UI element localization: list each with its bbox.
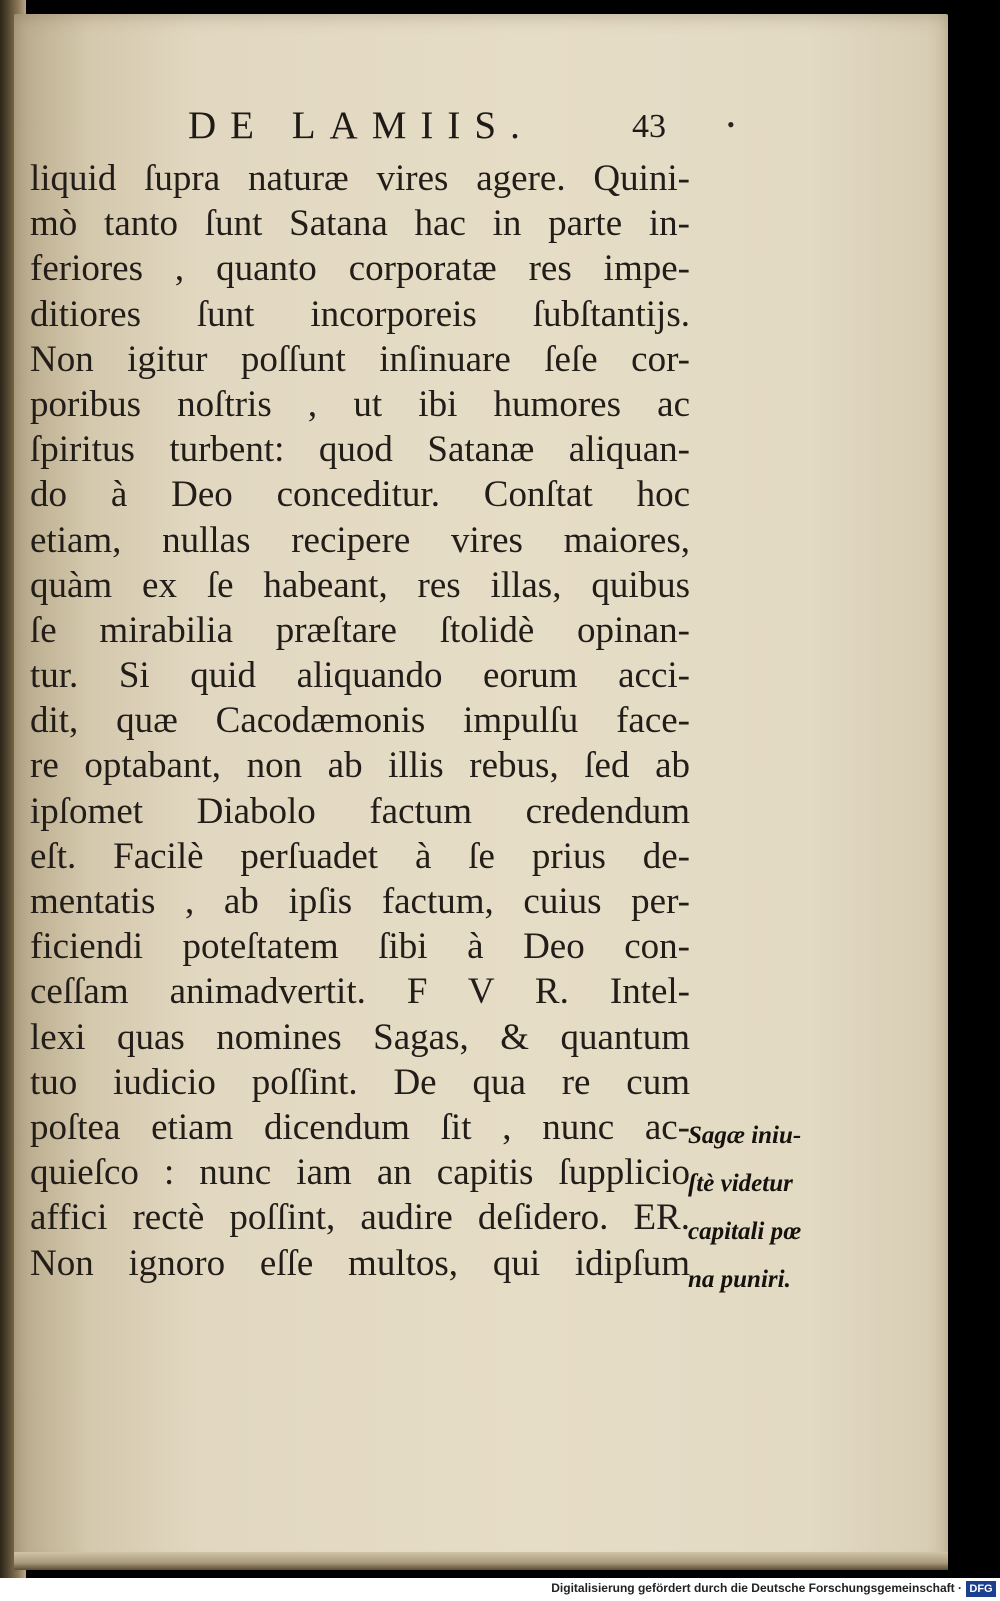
text-line: tur. Si quid aliquando eorum acci- [30, 655, 690, 697]
text-line: do à Deo conceditur. Conſtat hoc [30, 474, 690, 516]
marginal-note-line: ſtè videtur [688, 1170, 793, 1197]
page-bottom-edge [14, 1552, 948, 1570]
body-text [30, 156, 690, 1286]
marginal-note [688, 1112, 838, 1304]
marginal-note-line: Sagæ iniu- [688, 1122, 802, 1149]
text-line: ceſſam animadvertit. F V R. Intel- [30, 971, 690, 1013]
text-line: mentatis , ab ipſis factum, cuius per- [30, 881, 690, 922]
text-line: re optabant, non ab illis rebus, ſed ab [30, 745, 690, 787]
text-line: affici rectè poſſint, audire deſidero. ER. [30, 1197, 690, 1239]
text-line: quàm ex ſe habeant, res illas, quibus [30, 564, 690, 606]
text-line: feriores , quanto corporatæ res impe- [30, 248, 690, 290]
footer-bar [0, 1578, 1000, 1601]
footer-credit: Digitalisierung gefördert durch die Deutsche Forschungsgemeinschaft · [551, 1581, 962, 1595]
text-line: lexi quas nomines Sagas, & quantum [30, 1016, 690, 1058]
dfg-logo: DFG [966, 1581, 996, 1597]
text-line: poribus noſtris , ut ibi humores ac [30, 383, 690, 425]
text-line: quieſco : nunc iam an capitis ſupplicio [30, 1152, 690, 1194]
text-line: tuo iudicio poſſint. De qua re cum [30, 1061, 690, 1103]
page-number: 43 [632, 108, 666, 145]
text-line: eſt. Facilè perſuadet à ſe prius de- [30, 835, 690, 877]
text-line: ſpiritus turbent: quod Satanæ aliquan- [30, 429, 690, 471]
text-line: ſe mirabilia præſtare ſtolidè opinan- [30, 609, 690, 651]
text-line: poſtea etiam dicendum ſit , nunc ac- [30, 1106, 690, 1148]
text-line: mò tanto ſunt Satana hac in parte in- [30, 203, 690, 245]
running-head: DE LAMIIS. [188, 104, 534, 147]
marginal-note-line: na puniri. [688, 1266, 791, 1293]
text-line: dit, quæ Cacodæmonis impulſu face- [30, 700, 690, 742]
text-line: etiam, nullas recipere vires maiores, [30, 519, 690, 561]
head-mark: • [727, 112, 735, 137]
marginal-note-line: capitali pœ [688, 1218, 802, 1245]
text-line: ipſomet Diabolo factum credendum [30, 790, 690, 832]
text-line: liquid ſupra naturæ vires agere. Quini- [30, 158, 690, 199]
text-line: Non igitur poſſunt inſinuare ſeſe cor- [30, 338, 690, 380]
text-line: Non ignoro eſſe multos, qui idipſum [30, 1242, 690, 1284]
text-line: ficiendi poteſtatem ſibi à Deo con- [30, 926, 690, 968]
text-line: ditiores ſunt incorporeis ſubſtantijs. [30, 293, 690, 335]
